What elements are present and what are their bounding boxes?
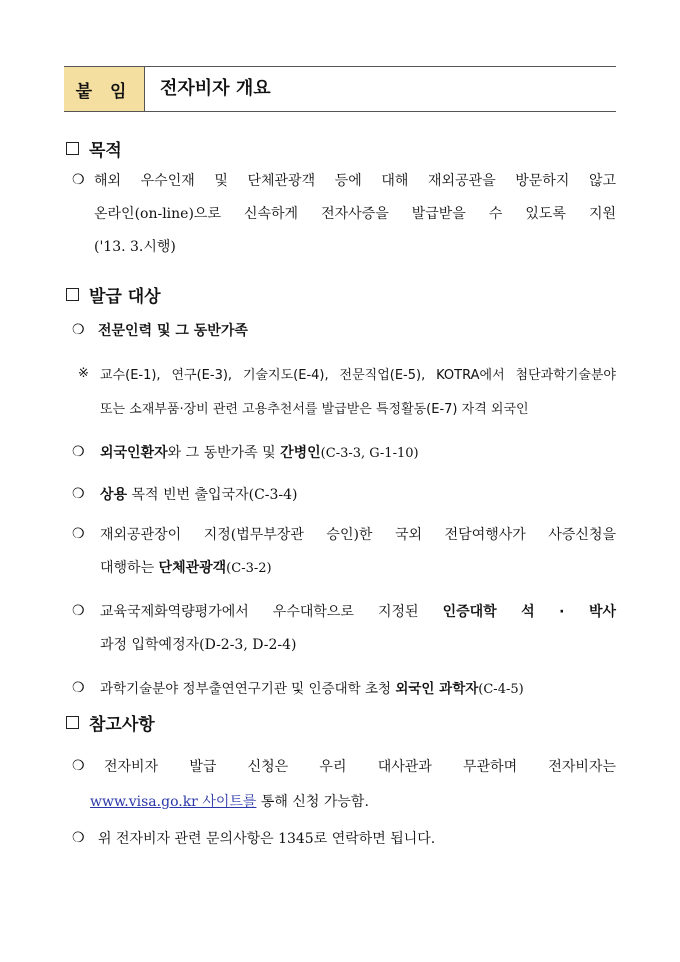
target-item-2 (100, 438, 419, 469)
item-text: 교육국제화역량평가에서 우수대학으로 지정된 (100, 604, 443, 620)
visa-site-link[interactable]: www.visa.go.kr 사이트를 (90, 794, 257, 810)
target-item-5-line-2: 과정 입학예정자(D-2-3, D-2-4) (100, 637, 297, 653)
highlight-text: 단체관광객 (158, 560, 227, 576)
bullet-circle-icon: ❍ (72, 830, 85, 846)
highlight-text: 인증대학 석 · 박사 (442, 604, 616, 620)
section-title: 목적 (89, 141, 122, 161)
bullet-circle-icon: ❍ (72, 322, 85, 338)
item-text: 대행하는 (100, 560, 159, 576)
note-mark-icon: ※ (78, 366, 89, 381)
target-item-4-line-1: 재외공관장이 지정(법무부장관 승인)한 국외 전담여행사가 사증신청을 (100, 527, 616, 543)
bullet-circle-icon: ❍ (72, 680, 85, 696)
highlight-text: 외국인 과학자 (395, 681, 479, 697)
highlight-text: 상용 (100, 487, 128, 503)
item-text: 과학기술분야 정부출연연구기관 및 인증대학 초청 (100, 681, 396, 697)
target-item-4-line-2 (100, 553, 272, 584)
visa-code: (C-4-5) (478, 682, 524, 697)
reference-item-2: 위 전자비자 관련 문의사항은 1345로 연락하면 됩니다. (98, 831, 436, 847)
target-item-5-line-1 (100, 597, 616, 628)
bullet-circle-icon: ❍ (72, 172, 85, 188)
purpose-line-1: 해외 우수인재 및 단체관광객 등에 대해 재외공관을 방문하지 않고 (94, 173, 616, 189)
visa-code: (C-3-3, G-1-10) (320, 446, 419, 461)
purpose-line-3: ('13. 3.시행) (94, 239, 176, 255)
target-item-6 (100, 674, 524, 705)
target-note-line-2: 또는 소재부품·장비 관련 고용추천서를 발급받은 특정활동(E-7) 자격 외국인 (100, 402, 529, 417)
section-title: 발급 대상 (89, 287, 161, 307)
bullet-circle-icon: ❍ (72, 758, 85, 774)
checkbox-square-icon (66, 142, 79, 155)
target-item-3 (100, 480, 298, 511)
bullet-circle-icon: ❍ (72, 526, 85, 542)
checkbox-square-icon (66, 716, 79, 729)
item-text: 목적 빈번 출입국자(C-3-4) (127, 487, 298, 503)
visa-code: (C-3-2) (226, 561, 272, 576)
bullet-circle-icon: ❍ (72, 486, 85, 502)
reference-item-1-line-2 (90, 787, 369, 818)
attachment-header (64, 66, 616, 112)
item-text: 와 그 동반가족 및 (167, 445, 281, 461)
purpose-line-2: 온라인(on-line)으로 신속하게 전자사증을 발급받을 수 있도록 지원 (94, 206, 616, 222)
section-title: 참고사항 (89, 715, 155, 735)
highlight-text: 간병인 (280, 445, 321, 461)
highlight-text: 외국인환자 (100, 445, 168, 461)
page-title: 전자비자 개요 (160, 78, 271, 99)
bullet-circle-icon: ❍ (72, 444, 85, 460)
target-note-line-1: 교수(E-1), 연구(E-3), 기술지도(E-4), 전문직업(E-5), KOTRA에서 첨단과학기술분야 (100, 368, 616, 383)
reference-item-1-line-1: 전자비자 발급 신청은 우리 대사관과 무관하며 전자비자는 (104, 759, 616, 775)
section-references-heading (66, 710, 155, 735)
bullet-circle-icon: ❍ (72, 603, 85, 619)
attachment-tag: 붙 임 (64, 67, 145, 111)
section-purpose-heading (66, 136, 122, 161)
section-targets-heading (66, 282, 161, 307)
target-item-1: 전문인력 및 그 동반가족 (98, 323, 248, 339)
item-text: 통해 신청 가능함. (256, 794, 369, 810)
checkbox-square-icon (66, 288, 79, 301)
